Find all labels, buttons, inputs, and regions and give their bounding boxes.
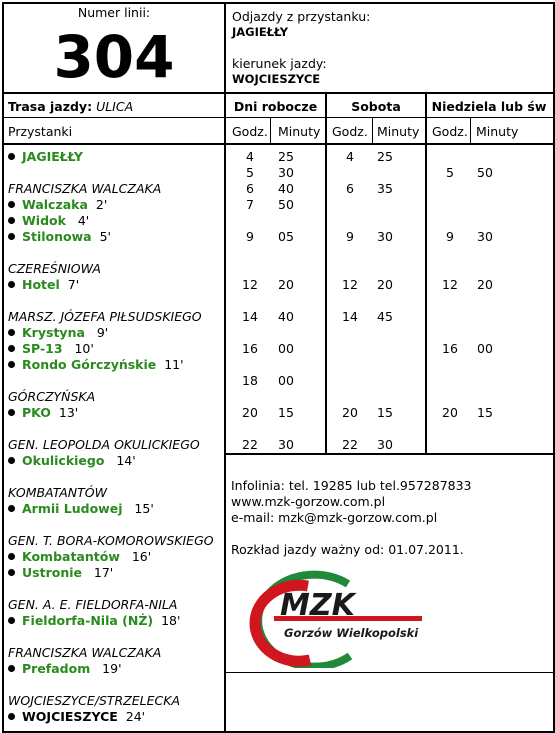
direction-label: kierunek jazdy: [232,56,327,71]
departure-hour: 9 [446,229,454,244]
stop-name: Krystyna [22,325,85,340]
street-name: MARSZ. JÓZEFA PIŁSUDSKIEGO [8,309,202,324]
stop-name: Prefadom [22,661,91,676]
bullet-icon [8,217,15,224]
stop-name: Okulickiego [22,453,105,468]
stop-travel-time: 24' [125,709,146,724]
list-item [8,213,89,228]
departure-hour: 12 [342,277,358,292]
departure-minutes: 20 [278,277,294,292]
street-name: GEN. T. BORA-KOMOROWSKIEGO [8,533,214,548]
departure-minutes: 15 [377,405,393,420]
info-valid-from: Rozkład jazdy ważny od: 01.07.2011. [231,542,464,557]
bullet-icon [8,505,15,512]
sunday-header: Niedziela lub św [431,99,547,114]
stop-name: Armii Ludowej [22,501,123,516]
departure-minutes: 50 [278,197,294,212]
stop-name: Widok [22,213,66,228]
bullet-icon [8,345,15,352]
header-divider [2,92,553,94]
bullet-icon [8,361,15,368]
departure-minutes: 25 [377,149,393,164]
saturday-sunday-divider [425,93,427,453]
departure-minutes: 40 [278,309,294,324]
bullet-icon [8,233,15,240]
list-item [8,661,122,676]
stop-name: WOJCIESZYCE [22,709,118,724]
saturday-hour-header: Godz. [332,124,368,139]
stop-travel-time: 14' [116,453,136,468]
sunday-subcol-divider [470,117,471,143]
bullet-icon [8,569,15,576]
departure-minutes: 00 [278,341,294,356]
line-label: Numer linii: [77,5,151,20]
stop-name: Stilonowa [22,229,92,244]
saturday-minutes-header: Minuty [377,124,420,139]
bullet-icon [8,281,15,288]
stop-travel-time: 10' [74,341,94,356]
info-bottom-divider [225,672,553,673]
departure-minutes: 30 [477,229,493,244]
departure-minutes: 20 [477,277,493,292]
departure-minutes: 30 [278,437,294,452]
departure-hour: 22 [242,437,258,452]
stop-travel-time: 15' [134,501,154,516]
departure-hour: 4 [346,149,354,164]
departure-hour: 6 [346,181,354,196]
departure-hour: 16 [242,341,258,356]
list-item [8,277,79,292]
stop-name: JAGIEŁŁY [232,25,289,39]
departure-minutes: 25 [278,149,294,164]
stop-name: Hotel [22,277,60,292]
list-item [8,565,113,580]
stop-travel-time: 5' [99,229,111,244]
departure-minutes: 35 [377,181,393,196]
bullet-icon [8,457,15,464]
stop-travel-time: 4' [77,213,90,228]
street-name: GEN. A. E. FIELDORFA-NILA [8,597,178,612]
bullet-icon [8,553,15,560]
table-body-divider [2,143,553,145]
route-type: ULICA [96,99,134,114]
list-item [8,341,94,356]
stop-travel-time: 19' [102,661,122,676]
route-label: Trasa jazdy: [8,99,93,114]
sunday-minutes-header: Minuty [476,124,519,139]
departure-minutes: 00 [477,341,493,356]
departure-hour: 5 [446,165,454,180]
departure-hour: 16 [442,341,458,356]
departure-hour: 14 [342,309,358,324]
weekday-hour-header: Godz. [232,124,268,139]
logo-text: MZK [280,588,355,623]
street-name: WOJCIESZYCE/STRZELECKA [8,693,181,708]
stop-name: PKO [22,405,51,420]
bullet-icon [8,713,15,720]
departure-minutes: 30 [278,165,294,180]
stop-travel-time: 11' [164,357,184,372]
sunday-hour-header: Godz. [432,124,468,139]
list-item [8,709,145,724]
departure-hour: 22 [342,437,358,452]
bullet-icon [8,617,15,624]
list-item [8,229,111,244]
departure-minutes: 15 [477,405,493,420]
departure-minutes: 00 [278,373,294,388]
mzk-logo [230,568,430,668]
list-item [8,325,108,340]
departure-minutes: 30 [377,437,393,452]
list-item [8,453,136,468]
stop-name: Kombatantów [22,549,120,564]
departure-hour: 14 [242,309,258,324]
stop-travel-time: 7' [67,277,80,292]
stop-name: SP-13 [22,341,63,356]
departure-minutes: 20 [377,277,393,292]
stop-travel-time: 2' [95,197,108,212]
departure-hour: 5 [246,165,254,180]
departure-minutes: 05 [278,229,294,244]
street-name: KOMBATANTÓW [8,485,107,500]
direction-name: WOJCIESZYCE [232,72,321,86]
logo-subtitle: Gorzów Wielkopolski [284,626,419,640]
departure-hour: 9 [246,229,254,244]
info-hotline: Infolinia: tel. 19285 lub tel.957287833 [231,478,472,493]
street-name: GEN. LEOPOLDA OKULICKIEGO [8,437,200,452]
departures-label: Odjazdy z przystanku: [232,9,371,24]
stop-travel-time: 16' [131,549,152,564]
list-item [8,197,107,212]
street-name: CZEREŚNIOWA [8,261,101,276]
list-item [8,405,78,420]
bullet-icon [8,329,15,336]
list-item [8,549,151,564]
departure-hour: 20 [242,405,258,420]
departure-hour: 7 [246,197,254,212]
departure-minutes: 40 [278,181,294,196]
stop-travel-time: 17' [93,565,114,580]
weekday-header: Dni robocze [233,99,318,114]
list-item [8,501,154,516]
departure-hour: 20 [442,405,458,420]
street-name: GÓRCZYŃSKA [8,389,96,404]
bullet-icon [8,153,15,160]
stop-travel-time: 18' [161,613,181,628]
bullet-icon [8,665,15,672]
departure-minutes: 45 [377,309,393,324]
list-item [8,357,184,372]
street-name: FRANCISZKA WALCZAKA [8,181,162,196]
departure-minutes: 50 [477,165,493,180]
stop-travel-time: 13' [58,405,79,420]
timetable-bottom-divider [225,453,553,455]
saturday-subcol-divider [372,117,373,143]
stop-name: Rondo Górczyńskie [22,357,157,372]
departure-minutes: 15 [278,405,294,420]
route-heading [8,99,133,114]
info-website[interactable]: www.mzk-gorzow.com.pl [231,494,386,509]
departure-minutes: 30 [377,229,393,244]
list-item [8,613,180,628]
departure-hour: 9 [346,229,354,244]
stop-travel-time: 9' [96,325,109,340]
stops-header: Przystanki [8,124,73,139]
line-number: 304 [53,23,175,91]
weekday-saturday-divider [325,93,327,453]
weekday-minutes-header: Minuty [278,124,321,139]
bullet-icon [8,201,15,208]
stop-name: Walczaka [22,197,88,212]
departure-hour: 12 [442,277,458,292]
list-item [8,149,83,164]
stop-name: JAGIEŁŁY [22,149,83,164]
departure-hour: 20 [342,405,358,420]
departure-hour: 18 [242,373,258,388]
departure-hour: 6 [246,181,254,196]
stop-name: Fieldorfa-Nila (NŻ) [22,613,154,628]
bullet-icon [8,409,15,416]
weekday-subcol-divider [270,117,271,143]
street-name: FRANCISZKA WALCZAKA [8,645,162,660]
departure-hour: 4 [246,149,254,164]
saturday-header: Sobota [351,99,401,114]
info-email[interactable]: e-mail: mzk@mzk-gorzow.com.pl [231,510,438,525]
stop-name: Ustronie [22,565,82,580]
departure-hour: 12 [242,277,258,292]
